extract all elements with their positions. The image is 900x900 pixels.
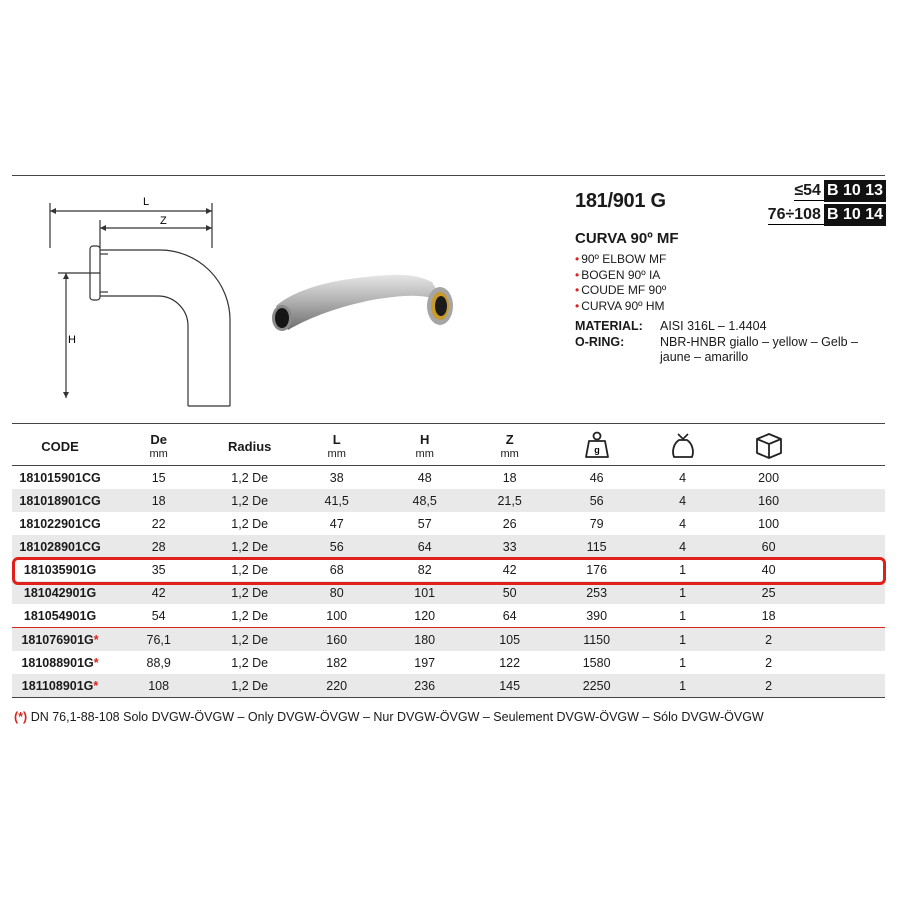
cell-bag: 4 [679,539,687,554]
table-row [12,604,885,628]
cell-blank [812,466,885,490]
cell-blank [812,651,885,674]
cell-l: 68 [329,562,344,577]
cell-l: 220 [326,678,348,693]
header-blank [812,427,885,466]
translation-item: • BOGEN 90º IA [575,268,666,284]
cell-de: 18 [151,493,166,508]
cell-code: 181108901G* [21,678,99,693]
top-divider [12,175,885,176]
cell-de: 54 [151,608,166,623]
cell-box: 40 [761,562,776,577]
header-h: H mm [415,432,434,460]
cell-l: 160 [326,632,348,647]
reference-code: B 10 14 [824,204,886,226]
cell-g: 115 [586,539,607,554]
cell-radius: 1,2 De [231,562,269,577]
table-row [12,651,885,674]
cell-bag: 1 [679,632,687,647]
cell-g: 2250 [582,678,611,693]
cell-z: 21,5 [497,493,522,508]
reference-code: B 10 13 [824,180,886,202]
product-photo [262,248,458,348]
cell-l: 80 [329,585,344,600]
cell-h: 236 [414,678,436,693]
cell-h: 48 [417,470,432,485]
cell-box: 100 [758,516,780,531]
translation-item: • COUDE MF 90º [575,283,666,299]
cell-radius: 1,2 De [231,632,269,647]
cell-bag: 1 [679,585,687,600]
translation-item: • CURVA 90º HM [575,299,666,315]
product-name: CURVA 90º MF [575,230,679,247]
cell-bag: 1 [679,562,687,577]
cell-h: 120 [414,608,436,623]
oring-value: NBR-HNBR giallo – yellow – Gelb – jaune – amarillo [660,334,858,364]
cell-radius: 1,2 De [231,516,269,531]
cell-de: 108 [148,678,170,693]
cell-bag: 4 [679,493,687,508]
cell-box: 18 [761,608,776,623]
table-row [12,674,885,698]
cell-code: 181015901CG [19,470,101,485]
asterisk-marker: * [93,678,99,693]
reference-codes [768,180,886,228]
product-table [12,427,885,698]
oring-label: O-RING: [575,334,625,349]
cell-code: 181018901CG [19,493,101,508]
cell-blank [812,581,885,604]
cell-z: 33 [502,539,517,554]
cell-g: 1150 [583,632,611,647]
cell-code: 181022901CG [19,516,101,531]
cell-h: 64 [417,539,432,554]
box-icon [754,431,784,459]
cell-radius: 1,2 De [231,608,269,623]
cell-de: 15 [151,470,166,485]
cell-bag: 4 [679,516,687,531]
cell-g: 56 [589,493,604,508]
header-l: L mm [327,432,346,460]
cell-z: 26 [502,516,517,531]
cell-h: 101 [414,585,436,600]
cell-blank [812,604,885,628]
translation-item: • 90º ELBOW MF [575,252,666,268]
weight-icon [584,430,610,460]
material-label: MATERIAL: [575,319,643,333]
cell-de: 76,1 [146,632,171,647]
cell-bag: 1 [679,608,687,623]
cell-z: 50 [502,585,517,600]
table-row [12,581,885,604]
header-box [725,427,812,466]
cell-box: 60 [761,539,776,554]
header-bag [640,427,725,466]
cell-bag: 4 [679,470,687,485]
cell-blank [812,674,885,698]
translations-list [575,252,666,314]
cell-z: 122 [499,655,521,670]
table-top-divider [12,423,885,424]
cell-h: 197 [414,655,436,670]
cell-code: 181054901G [23,608,97,623]
cell-blank [812,489,885,512]
cell-code: 181088901G* [21,655,99,670]
label-L: L [143,196,150,208]
technical-drawing [40,188,240,418]
cell-radius: 1,2 De [231,493,269,508]
cell-code: 181028901CG [19,539,101,554]
cell-l: 47 [329,516,344,531]
cell-h: 82 [417,562,432,577]
header-weight [553,427,640,466]
table-header-row [12,427,885,466]
cell-box: 2 [765,655,773,670]
cell-z: 145 [499,678,521,693]
product-code-title: 181/901 G [575,190,666,212]
footnote-text: DN 76,1-88-108 Solo DVGW-ÖVGW – Only DVGW-ÖVGW – Nur DVGW-ÖVGW – Seulement DVGW-ÖVGW – Sólo DVGW-ÖVGW [27,710,764,724]
header-z: Z mm [500,432,519,460]
cell-code: 181035901G [23,562,97,577]
cell-h: 48,5 [412,493,437,508]
cell-box: 2 [765,678,773,693]
cell-code: 181042901G [23,585,97,600]
cell-z: 64 [502,608,517,623]
cell-bag: 1 [679,655,687,670]
label-H: H [68,334,76,346]
cell-de: 42 [151,585,166,600]
table-row [12,489,885,512]
cell-z: 105 [499,632,521,647]
cell-l: 38 [329,470,344,485]
cell-de: 35 [151,562,166,577]
cell-blank [812,535,885,558]
cell-radius: 1,2 De [231,585,269,600]
cell-box: 200 [758,470,780,485]
cell-radius: 1,2 De [231,539,269,554]
cell-radius: 1,2 De [231,678,269,693]
cell-l: 182 [326,655,348,670]
table-row [12,512,885,535]
cell-blank [812,558,885,581]
table-row [12,628,885,652]
header-de: De mm [149,432,168,460]
cell-blank [812,512,885,535]
cell-l: 41,5 [324,493,349,508]
cell-blank [812,628,885,652]
footnote: (*) DN 76,1-88-108 Solo DVGW-ÖVGW – Only DVGW-ÖVGW – Nur DVGW-ÖVGW – Seulement DVGW-ÖVGW – Sólo DVGW-ÖVGW [14,710,764,724]
cell-g: 46 [589,470,604,485]
cell-z: 18 [502,470,517,485]
cell-box: 25 [761,585,776,600]
reference-row [768,204,886,226]
reference-range: ≤54 [794,182,824,201]
asterisk-marker: * [93,655,99,670]
table-row [12,466,885,490]
table-row [12,558,885,581]
reference-row [768,180,886,202]
cell-g: 390 [586,608,608,623]
cell-g: 1580 [582,655,611,670]
cell-h: 57 [417,516,432,531]
reference-range: 76÷108 [768,206,824,225]
cell-l: 100 [326,608,348,623]
svg-text:g: g [593,444,600,455]
cell-radius: 1,2 De [231,655,269,670]
table-row [12,535,885,558]
header-radius: Radius [228,438,272,454]
bag-icon [670,430,696,460]
asterisk-marker: * [93,632,99,647]
cell-de: 88,9 [146,655,171,670]
cell-radius: 1,2 De [231,470,269,485]
cell-g: 176 [586,562,608,577]
cell-g: 253 [586,585,608,600]
cell-de: 22 [151,516,166,531]
cell-code: 181076901G* [21,632,99,647]
cell-box: 160 [758,493,780,508]
cell-z: 42 [502,562,517,577]
cell-de: 28 [151,539,166,554]
cell-bag: 1 [679,678,687,693]
label-Z: Z [160,215,167,227]
cell-box: 2 [765,632,773,647]
material-value: AISI 316L – 1.4404 [660,319,767,333]
header-code: CODE [41,438,79,454]
cell-g: 79 [589,516,604,531]
cell-l: 56 [329,539,344,554]
cell-h: 180 [414,632,436,647]
